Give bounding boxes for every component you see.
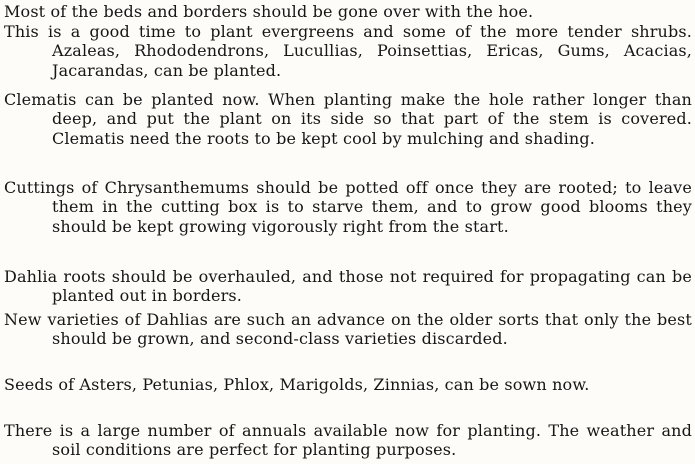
paragraph-hoe-beds: Most of the beds and borders should be gone over with the hoe.	[4, 2, 534, 21]
paragraph-dahlia-roots: Dahlia roots should be overhauled, and those not required for propagating can be planted out in borders.	[4, 267, 692, 306]
paragraph-seeds: Seeds of Asters, Petunias, Phlox, Marigolds, Zinnias, can be sown now.	[4, 375, 590, 394]
paragraph-chrysanthemums: Cuttings of Chrysanthemums should be potted off once they are rooted; to leave them in the cutting box is to starve them, and to grow good blooms they should be kept growing vigorously right from the start.	[4, 178, 692, 236]
paragraph-evergreens: This is a good time to plant evergreens and some of the more tender shrubs. Azaleas, Rhododendrons, Lucullias, Poinsettias, Ericas, Gums, Acacias, Jacarandas, can be planted.	[4, 22, 692, 80]
paragraph-dahlia-varieties: New varieties of Dahlias are such an advance on the older sorts that only the best should be grown, and second-class varieties discarded.	[4, 310, 692, 349]
paragraph-annuals: There is a large number of annuals available now for planting. The weather and soil conditions are perfect for planting purposes.	[4, 421, 692, 460]
paragraph-clematis: Clematis can be planted now. When planting make the hole rather longer than deep, and put the plant on its side so that part of the stem is covered. Clematis need the roots to be kept cool by mulching and shading.	[4, 90, 692, 148]
